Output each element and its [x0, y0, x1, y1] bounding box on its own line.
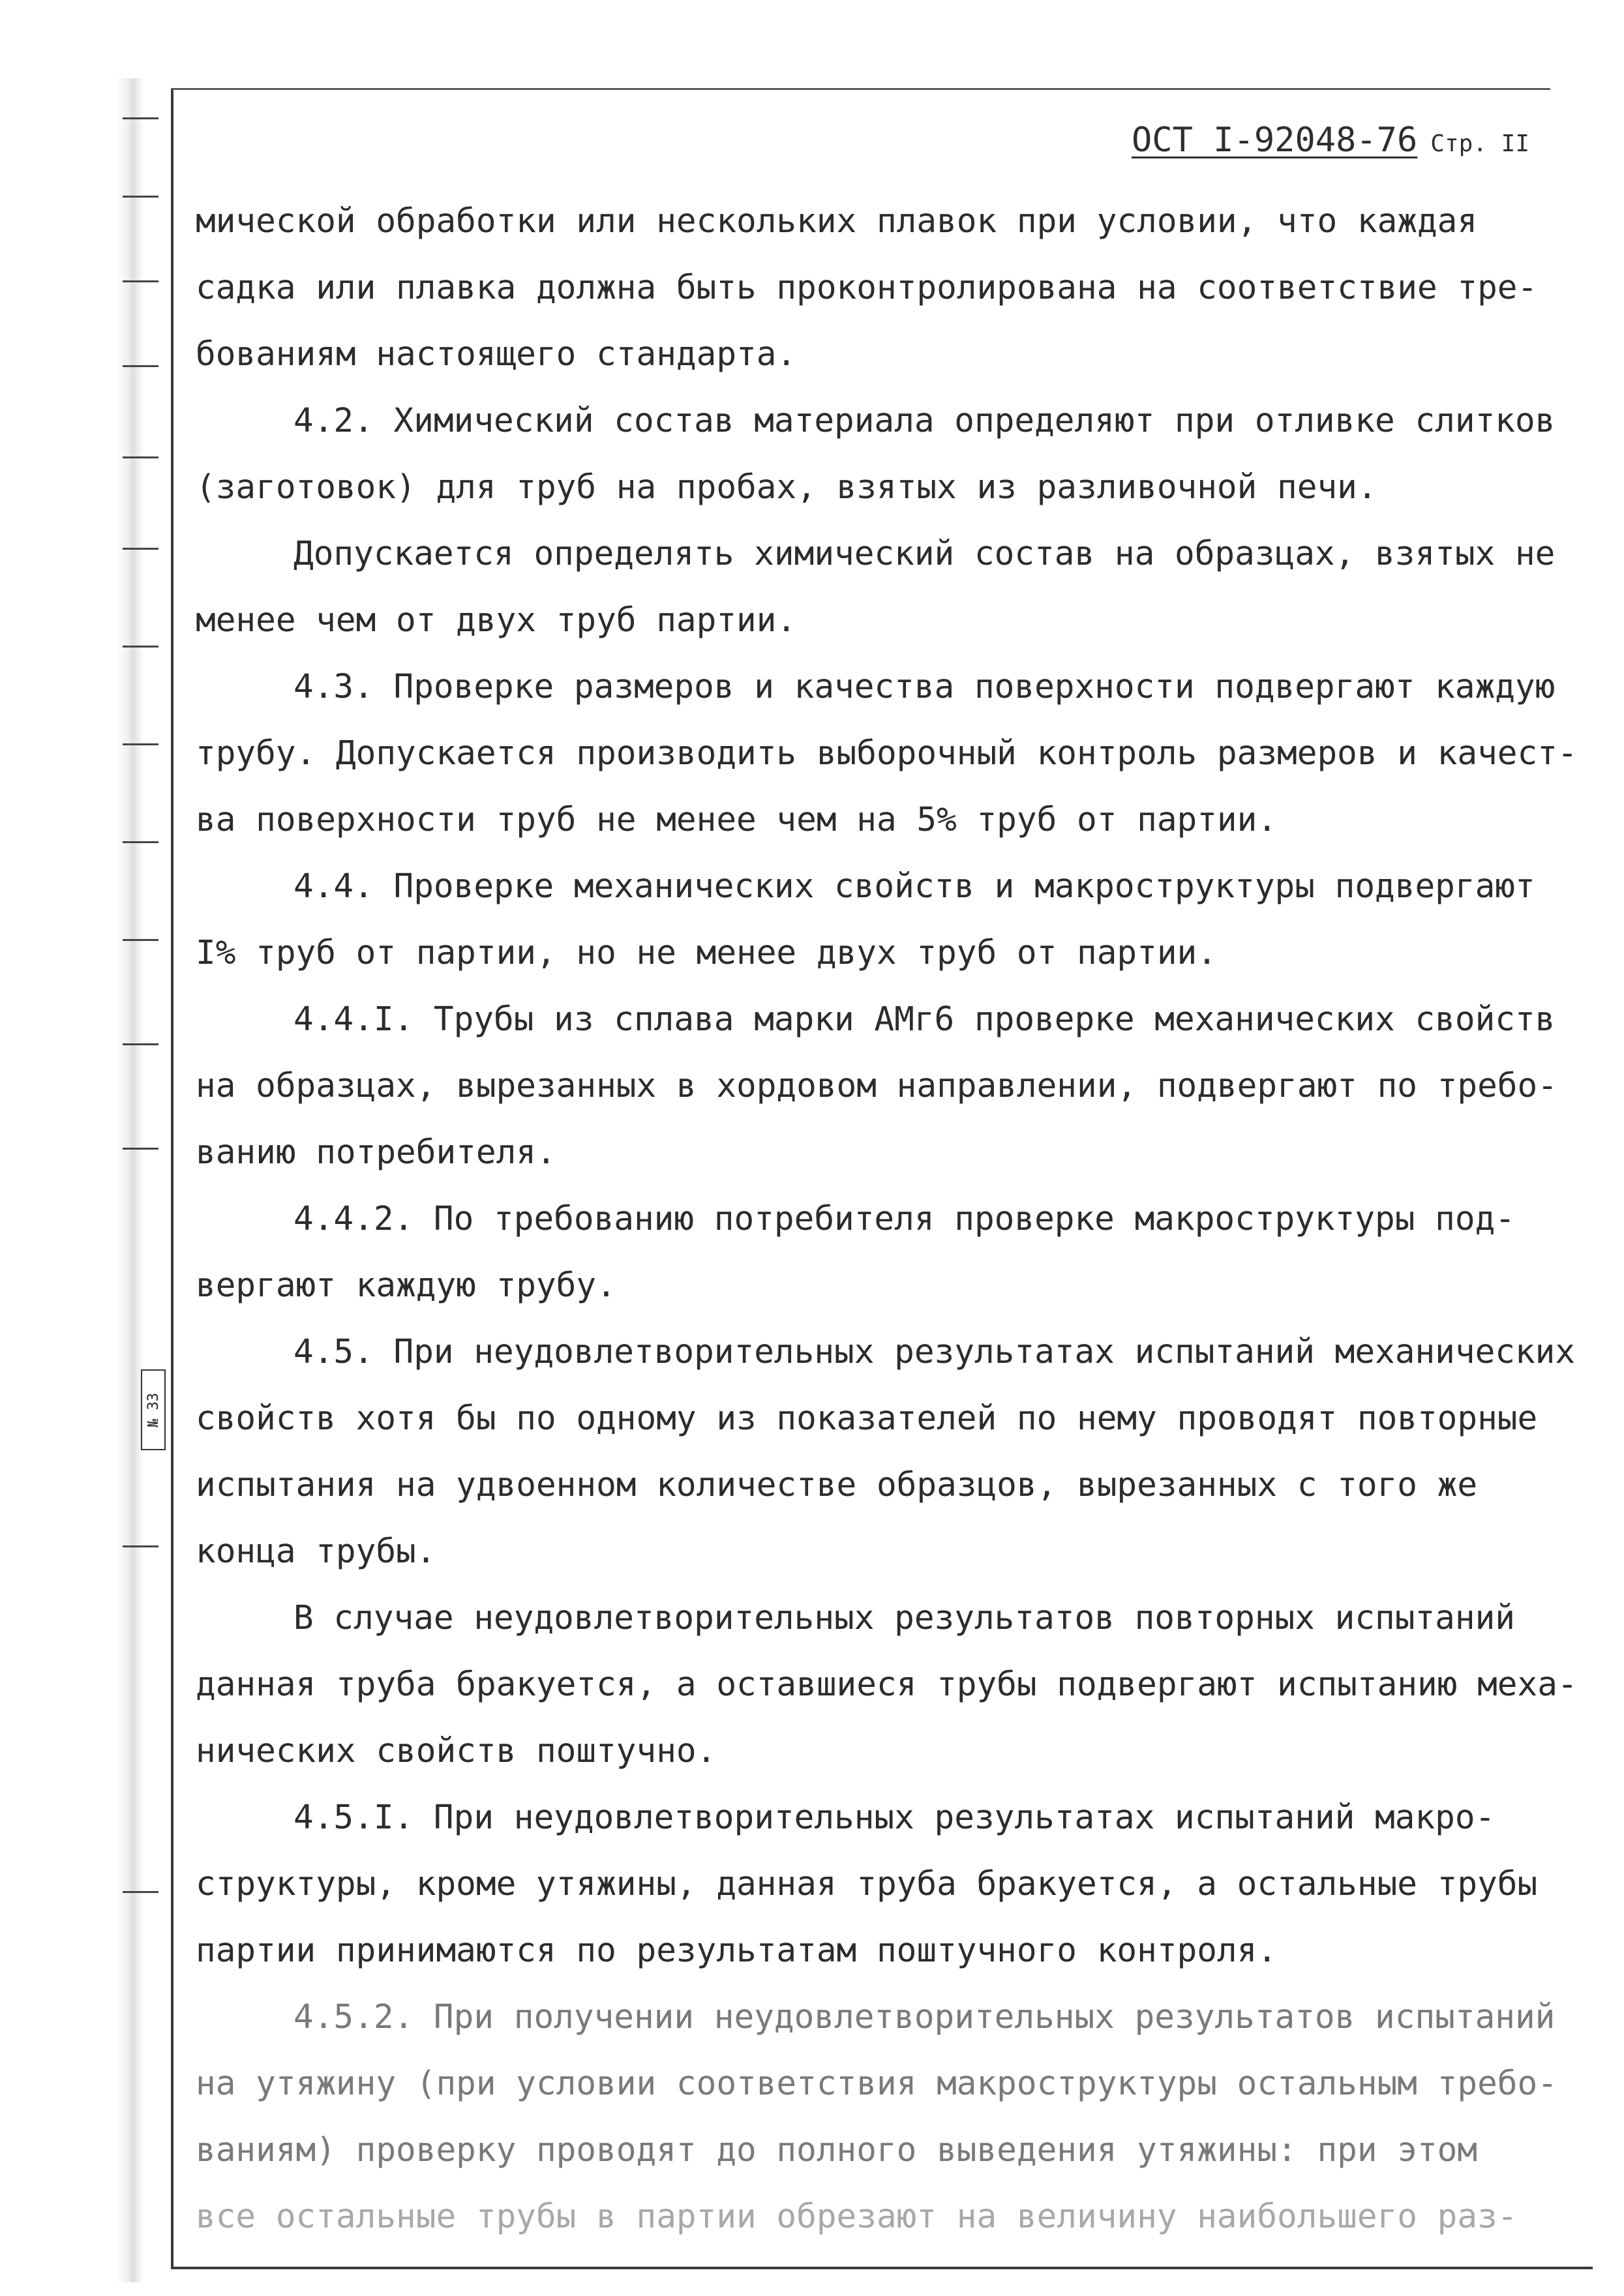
text-line: Допускается определять химический состав на образцах, взятых не [293, 535, 1556, 573]
page-frame-bottom [171, 2267, 1593, 2269]
binding-tick [123, 841, 158, 843]
text-line: 4.5.I. При неудовлетворительных результатах испытаний макро- [293, 1798, 1496, 1837]
text-line: 4.2. Химический состав материала определяют при отливке слитков [293, 402, 1556, 440]
text-line: (заготовок) для труб на пробах, взятых из разливочной печи. [196, 468, 1377, 507]
binding-tick [123, 646, 158, 648]
document-code: ОСТ I-92048-76 [1132, 121, 1418, 160]
binding-tick [123, 548, 158, 550]
text-line: вергают каждую трубу. [196, 1266, 616, 1305]
binding-tick [123, 196, 158, 198]
text-line: ванию потребителя. [196, 1133, 556, 1172]
text-line: трубу. Допускается производить выборочный контроль размеров и качест- [196, 734, 1578, 773]
text-line: нических свойств поштучно. [196, 1732, 717, 1770]
binding-tick [123, 1043, 158, 1045]
text-line: садка или плавка должна быть проконтролирована на соответствие тре- [196, 269, 1538, 307]
text-line: испытания на удвоенном количестве образцов, вырезанных с того же [196, 1466, 1478, 1504]
text-line: В случае неудовлетворительных результатов повторных испытаний [293, 1599, 1515, 1637]
text-line: I% труб от партии, но не менее двух труб от партии. [196, 934, 1217, 972]
text-line: свойств хотя бы по одному из показателей по нему проводят повторные [196, 1399, 1538, 1438]
text-line: 4.5.2. При получении неудовлетворительных результатов испытаний [293, 1998, 1556, 2036]
text-line: все остальные трубы в партии обрезают на величину наибольшего раз- [196, 2198, 1518, 2236]
binding-tick [123, 939, 158, 941]
binding-tick [123, 1148, 158, 1150]
archive-stamp: № 33 [141, 1369, 166, 1450]
binding-tick [123, 280, 158, 282]
binding-edge [117, 78, 143, 2282]
binding-tick [123, 1891, 158, 1893]
text-line: мической обработки или нескольких плавок при условии, что каждая [196, 202, 1478, 241]
page-number: Стр. II [1430, 130, 1530, 157]
text-line: конца трубы. [196, 1532, 436, 1571]
page-frame-left [171, 88, 173, 2269]
text-line: данная труба бракуется, а оставшиеся трубы подвергают испытанию меха- [196, 1665, 1578, 1704]
text-line: 4.5. При неудовлетворительных результатах испытаний механических [293, 1333, 1576, 1371]
text-line: 4.4. Проверке механических свойств и макроструктуры подвергают [293, 867, 1535, 906]
binding-tick [123, 117, 158, 119]
text-line: бованиям настоящего стандарта. [196, 335, 797, 374]
text-line: 4.4.2. По требованию потребителя проверке макроструктуры под- [293, 1200, 1515, 1238]
text-line: 4.3. Проверке размеров и качества поверхности подвергают каждую [293, 668, 1556, 706]
text-line: на утяжину (при условии соответствия макроструктуры остальным требо- [196, 2065, 1557, 2103]
text-line: на образцах, вырезанных в хордовом направлении, подвергают по требо- [196, 1067, 1557, 1105]
text-line: менее чем от двух труб партии. [196, 601, 797, 640]
page-frame-top [171, 88, 1550, 90]
binding-tick [123, 1545, 158, 1547]
text-line: ваниям) проверку проводят до полного выведения утяжины: при этом [196, 2131, 1478, 2169]
binding-tick [123, 365, 158, 367]
binding-tick [123, 456, 158, 458]
text-line: ва поверхности труб не менее чем на 5% труб от партии. [196, 801, 1278, 839]
text-line: партии принимаются по результатам поштучного контроля. [196, 1931, 1278, 1970]
page-header [1132, 121, 1529, 160]
text-line: 4.4.I. Трубы из сплава марки АМг6 проверке механических свойств [293, 1000, 1556, 1039]
text-line: структуры, кроме утяжины, данная труба бракуется, а остальные трубы [196, 1865, 1538, 1903]
binding-tick [123, 743, 158, 745]
